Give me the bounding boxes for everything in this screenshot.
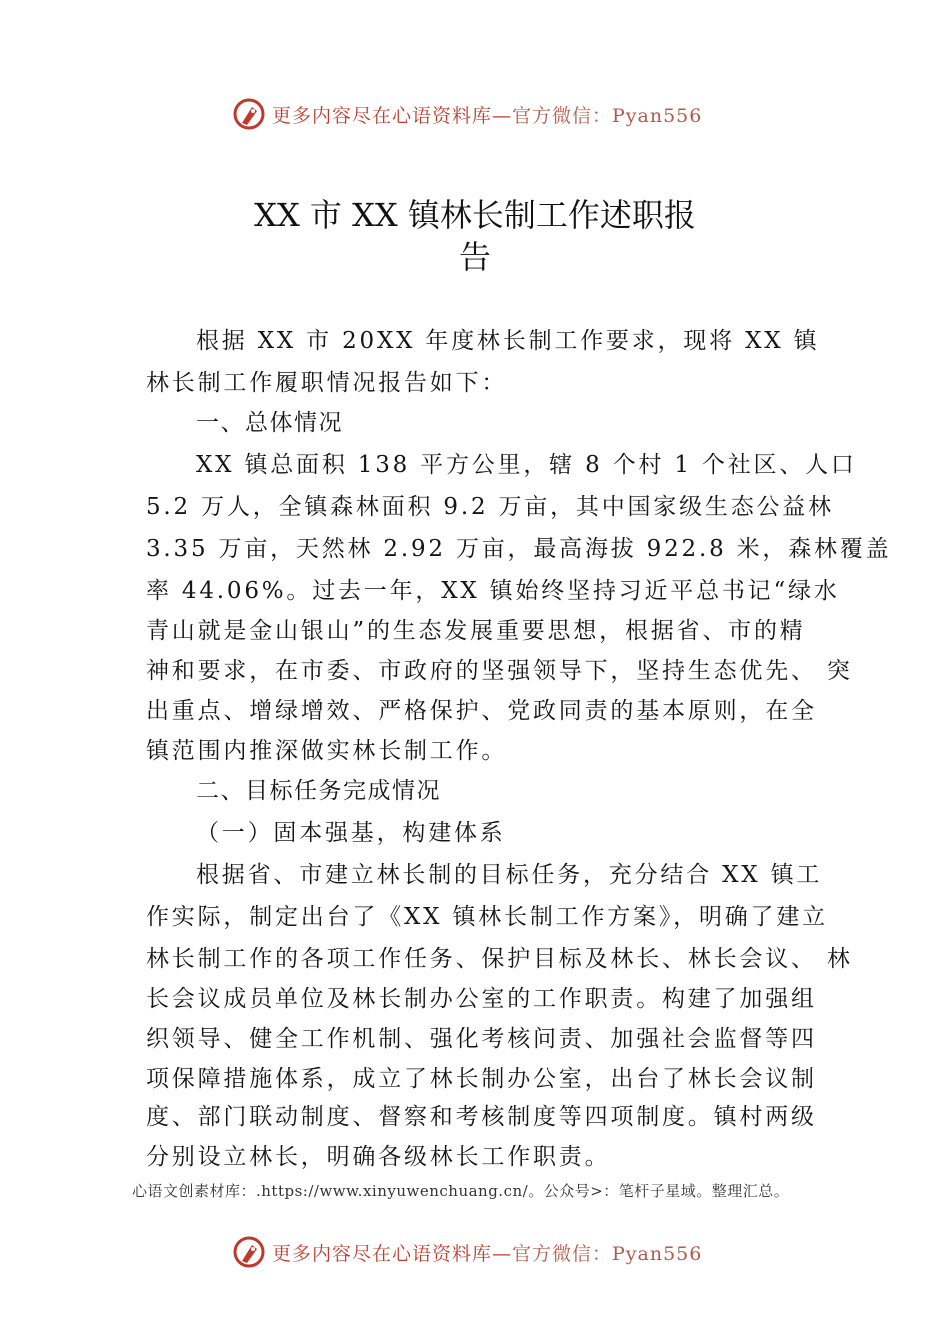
header-banner [232,96,702,132]
paragraph-line: 出重点、增绿增效、严格保护、党政同责的基本原则，在全 [146,698,817,724]
paragraph-line: 3.35 万亩，天然林 2.92 万亩，最高海拔 922.8 米，森林覆盖 [146,536,892,562]
document-title-line-1: XX 市 XX 镇林长制工作述职报 [254,196,696,234]
subsection-heading: （一）固本强基，构建体系 [196,820,506,846]
paragraph-line: 根据 XX 市 20XX 年度林长制工作要求，现将 XX 镇 [196,328,820,354]
paragraph-line: 度、部门联动制度、督察和考核制度等四项制度。镇村两级 [146,1104,817,1130]
paragraph-line: 林长制工作的各项工作任务、保护目标及林长、林长会议、 林 [146,946,853,972]
paragraph-line: 青山就是金山银山”的生态发展重要思想，根据省、市的精 [146,618,806,644]
pen-nib-logo-icon [232,97,266,131]
paragraph-line: 镇范围内推深做实林长制工作。 [146,738,508,764]
banner-text: 更多内容尽在心语资料库—官方微信：Pyan556 [272,104,703,127]
paragraph-line: 率 44.06%。过去一年，XX 镇始终坚持习近平总书记“绿水 [146,578,840,604]
paragraph-line: 织领导、健全工作机制、强化考核问责、加强社会监督等四 [146,1026,817,1052]
section-heading: 一、总体情况 [196,410,343,436]
footer-banner [232,1234,702,1270]
source-note: 心语文创素材库：.https://www.xinyuwenchuang.cn/。公众号>：笔杆子星域。整理汇总。 [132,1182,790,1200]
paragraph-line: 神和要求，在市委、市政府的坚强领导下，坚持生态优先、 突 [146,658,853,684]
paragraph-line: 分别设立林长，明确各级林长工作职责。 [146,1144,611,1170]
paragraph-line: 项保障措施体系，成立了林长制办公室，出台了林长会议制 [146,1066,817,1092]
paragraph-line: XX 镇总面积 138 平方公里，辖 8 个村 1 个社区、人口 [196,452,857,478]
pen-nib-logo-icon [232,1235,266,1269]
paragraph-line: 作实际，制定出台了《XX 镇林长制工作方案》，明确了建立 [146,904,828,930]
paragraph-line: 林长制工作履职情况报告如下： [146,370,508,396]
section-heading: 二、目标任务完成情况 [196,778,441,804]
paragraph-line: 5.2 万人，全镇森林面积 9.2 万亩，其中国家级生态公益林 [146,494,834,520]
paragraph-line: 长会议成员单位及林长制办公室的工作职责。构建了加强组 [146,986,817,1012]
document-title-line-2: 告 [458,238,491,276]
paragraph-line: 根据省、市建立林长制的目标任务，充分结合 XX 镇工 [196,862,823,888]
banner-text: 更多内容尽在心语资料库—官方微信：Pyan556 [272,1242,703,1265]
